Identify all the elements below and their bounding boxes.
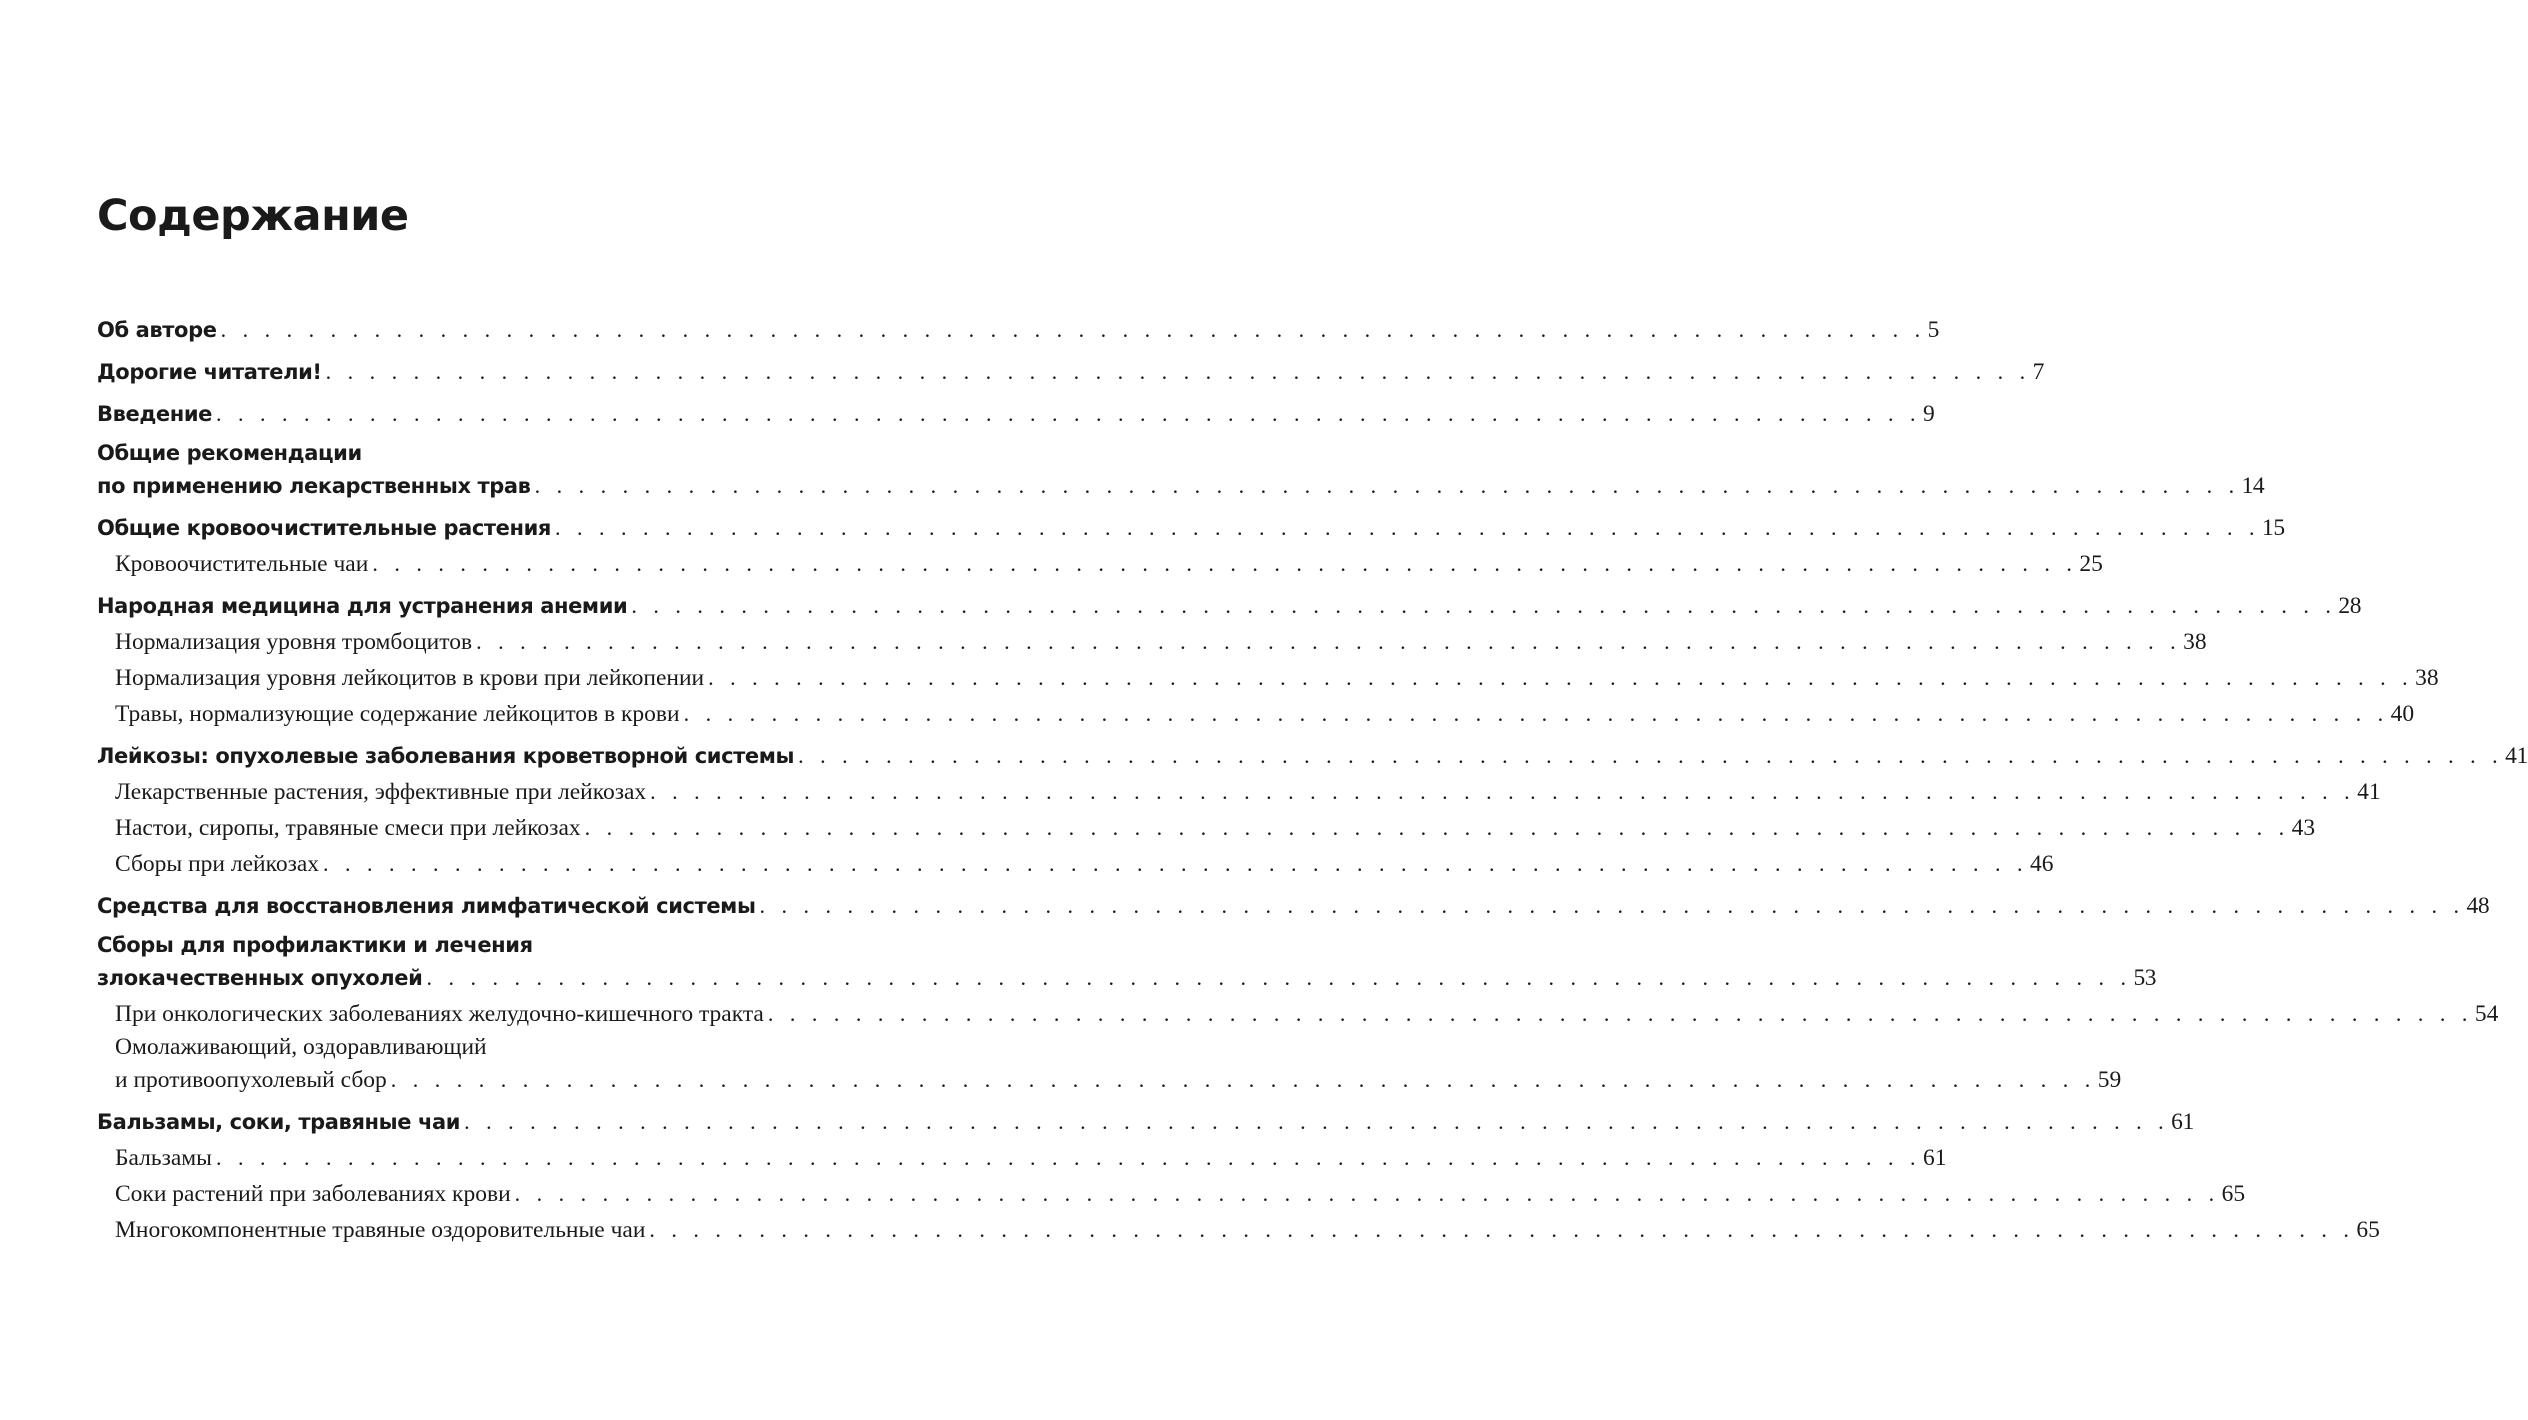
dot-leader: . . . . . . . . . . . . . . . . . . . . . . . . . . . . . . . . . . . . . . . . . . . . . . . . . . . . . . . . . . . . . . . . . . . . . . . . . . . . . . [767, 1001, 2473, 1026]
toc-entry-title: по применению лекарственных трав [97, 474, 531, 498]
toc-entry-title: Травы, нормализующие содержание лейкоцитов в крови [115, 701, 680, 727]
dot-leader: . . . . . . . . . . . . . . . . . . . . . . . . . . . . . . . . . . . . . . . . . . . . . . . . . . . . . . . . . . . . . . . . . . . . . . . . . . . . . . [426, 965, 2132, 990]
toc-entry-title: Общие кровоочистительные растения [97, 516, 552, 540]
toc-page-number: 41 [2357, 779, 2381, 805]
toc-page-number: 54 [2474, 1001, 2499, 1027]
dot-leader: . . . . . . . . . . . . . . . . . . . . . . . . . . . . . . . . . . . . . . . . . . . . . . . . . . . . . . . . . . . . . . . . . . . . . . . . . . . . . . [650, 779, 2356, 804]
toc-chapter[interactable] [97, 930, 2157, 996]
toc-subsection[interactable] [97, 774, 2381, 810]
toc-page-number: 65 [2221, 1181, 2246, 1207]
dot-leader: . . . . . . . . . . . . . . . . . . . . . . . . . . . . . . . . . . . . . . . . . . . . . . . . . . . . . . . . . . . . . . . . . . . . . . . . . . . . . . [514, 1181, 2220, 1206]
dot-leader: . . . . . . . . . . . . . . . . . . . . . . . . . . . . . . . . . . . . . . . . . . . . . . . . . . . . . . . . . . . . . . . . . . . . . . . . . . . . . . [584, 815, 2290, 840]
toc-entry-title: Народная медицина для устранения анемии [97, 594, 628, 618]
toc-page-number: 38 [2415, 665, 2439, 691]
toc-subsection[interactable] [97, 660, 2439, 696]
toc-entry-title: Бальзамы [115, 1145, 212, 1171]
toc-entry-title: Настои, сиропы, травяные смеси при лейкозах [115, 815, 581, 841]
toc-subsection[interactable] [97, 1212, 2380, 1248]
dot-leader: . . . . . . . . . . . . . . . . . . . . . . . . . . . . . . . . . . . . . . . . . . . . . . . . . . . . . . . . . . . . . . . . . . . . . . . . . . . . . . [372, 551, 2078, 576]
dot-leader: . . . . . . . . . . . . . . . . . . . . . . . . . . . . . . . . . . . . . . . . . . . . . . . . . . . . . . . . . . . . . . . . . . . . . . . . . . . . . . [759, 893, 2465, 918]
toc-chapter[interactable] [97, 888, 2490, 924]
toc-page-number: 15 [2262, 515, 2285, 541]
toc-page-number: 59 [2097, 1067, 2122, 1093]
toc-page-number: 48 [2466, 893, 2490, 919]
toc-entry-title: Нормализация уровня тромбоцитов [115, 629, 473, 655]
toc-page-number: 61 [2171, 1109, 2194, 1135]
page-title: Содержание [97, 191, 409, 241]
toc-page-number: 40 [2390, 701, 2415, 727]
dot-leader: . . . . . . . . . . . . . . . . . . . . . . . . . . . . . . . . . . . . . . . . . . . . . . . . . . . . . . . . . . . . . . . . . . . . . . . . . . . . . . [220, 317, 1926, 342]
toc-chapter[interactable] [97, 588, 2362, 624]
toc-subsection[interactable] [97, 1176, 2246, 1212]
toc-entry-title-line: Общие рекомендации [97, 441, 362, 465]
toc-chapter[interactable] [97, 438, 2265, 504]
dot-leader: . . . . . . . . . . . . . . . . . . . . . . . . . . . . . . . . . . . . . . . . . . . . . . . . . . . . . . . . . . . . . . . . . . . . . . . . . . . . . . [534, 473, 2240, 498]
toc-entry-title: Нормализация уровня лейкоцитов в крови при лейкопении [115, 665, 705, 691]
table-of-contents [97, 312, 2528, 1248]
dot-leader: . . . . . . . . . . . . . . . . . . . . . . . . . . . . . . . . . . . . . . . . . . . . . . . . . . . . . . . . . . . . . . . . . . . . . . . . . . . . . . [215, 1145, 1921, 1170]
toc-subsection[interactable] [97, 624, 2207, 660]
toc-page-number: 65 [2356, 1217, 2380, 1243]
dot-leader: . . . . . . . . . . . . . . . . . . . . . . . . . . . . . . . . . . . . . . . . . . . . . . . . . . . . . . . . . . . . . . . . . . . . . . . . . . . . . . [631, 593, 2337, 618]
dot-leader: . . . . . . . . . . . . . . . . . . . . . . . . . . . . . . . . . . . . . . . . . . . . . . . . . . . . . . . . . . . . . . . . . . . . . . . . . . . . . . [708, 665, 2414, 690]
toc-chapter[interactable] [97, 354, 2044, 390]
toc-subsection[interactable] [97, 1032, 2122, 1098]
toc-page-number: 53 [2133, 965, 2157, 991]
toc-page-number: 28 [2338, 593, 2362, 619]
toc-entry-title: Кровоочистительные чаи [115, 551, 369, 577]
toc-entry-title: Дорогие читатели! [97, 360, 322, 384]
toc-entry-title: и противоопухолевый сбор [115, 1067, 387, 1093]
dot-leader: . . . . . . . . . . . . . . . . . . . . . . . . . . . . . . . . . . . . . . . . . . . . . . . . . . . . . . . . . . . . . . . . . . . . . . . . . . . . . . [798, 743, 2504, 768]
dot-leader: . . . . . . . . . . . . . . . . . . . . . . . . . . . . . . . . . . . . . . . . . . . . . . . . . . . . . . . . . . . . . . . . . . . . . . . . . . . . . . [216, 401, 1922, 426]
dot-leader: . . . . . . . . . . . . . . . . . . . . . . . . . . . . . . . . . . . . . . . . . . . . . . . . . . . . . . . . . . . . . . . . . . . . . . . . . . . . . . [476, 629, 2182, 654]
dot-leader: . . . . . . . . . . . . . . . . . . . . . . . . . . . . . . . . . . . . . . . . . . . . . . . . . . . . . . . . . . . . . . . . . . . . . . . . . . . . . . [390, 1067, 2096, 1092]
toc-entry-title: Соки растений при заболеваниях крови [115, 1181, 511, 1207]
dot-leader: . . . . . . . . . . . . . . . . . . . . . . . . . . . . . . . . . . . . . . . . . . . . . . . . . . . . . . . . . . . . . . . . . . . . . . . . . . . . . . [464, 1109, 2170, 1134]
dot-leader: . . . . . . . . . . . . . . . . . . . . . . . . . . . . . . . . . . . . . . . . . . . . . . . . . . . . . . . . . . . . . . . . . . . . . . . . . . . . . . [683, 701, 2389, 726]
toc-entry-title: Лекарственные растения, эффективные при лейкозах [115, 779, 647, 805]
toc-entry-title: Лейкозы: опухолевые заболевания кроветворной системы [97, 744, 795, 768]
toc-page-number: 46 [2030, 851, 2054, 877]
toc-subsection[interactable] [97, 810, 2316, 846]
toc-entry-title: Бальзамы, соки, травяные чаи [97, 1110, 461, 1134]
toc-page-number: 14 [2241, 473, 2265, 499]
toc-entry-title: Об авторе [97, 318, 217, 342]
toc-entry-title: Сборы при лейкозах [115, 851, 320, 877]
toc-subsection[interactable] [97, 696, 2415, 732]
toc-page-number: 38 [2183, 629, 2207, 655]
toc-entry-title: При онкологических заболеваниях желудочно-кишечного тракта [115, 1001, 764, 1027]
toc-entry-title: Многокомпонентные травяные оздоровительные чаи [115, 1217, 646, 1243]
dot-leader: . . . . . . . . . . . . . . . . . . . . . . . . . . . . . . . . . . . . . . . . . . . . . . . . . . . . . . . . . . . . . . . . . . . . . . . . . . . . . . [555, 515, 2261, 540]
toc-page-number: 5 [1927, 317, 1939, 343]
toc-subsection[interactable] [97, 1140, 1947, 1176]
toc-subsection[interactable] [97, 996, 2499, 1032]
toc-chapter[interactable] [97, 312, 1939, 348]
toc-chapter[interactable] [97, 510, 2285, 546]
dot-leader: . . . . . . . . . . . . . . . . . . . . . . . . . . . . . . . . . . . . . . . . . . . . . . . . . . . . . . . . . . . . . . . . . . . . . . . . . . . . . . [323, 851, 2029, 876]
dot-leader: . . . . . . . . . . . . . . . . . . . . . . . . . . . . . . . . . . . . . . . . . . . . . . . . . . . . . . . . . . . . . . . . . . . . . . . . . . . . . . [649, 1217, 2355, 1242]
toc-chapter[interactable] [97, 738, 2528, 774]
toc-page-number: 43 [2291, 815, 2316, 841]
toc-entry-title: Введение [97, 402, 213, 426]
toc-page-number: 25 [2079, 551, 2103, 577]
toc-entry-title-line: Сборы для профилактики и лечения [97, 933, 533, 957]
toc-subsection[interactable] [97, 546, 2103, 582]
toc-entry-title-line: Омолаживающий, оздоравливающий [115, 1034, 487, 1060]
toc-subsection[interactable] [97, 846, 2054, 882]
toc-page-number: 9 [1923, 401, 1935, 427]
toc-page-number: 7 [2032, 359, 2044, 385]
toc-entry-title: Средства для восстановления лимфатической системы [97, 894, 756, 918]
toc-chapter[interactable] [97, 396, 1935, 432]
toc-page-number: 61 [1922, 1145, 1947, 1171]
toc-chapter[interactable] [97, 1104, 2194, 1140]
toc-page-number: 41 [2505, 743, 2528, 769]
dot-leader: . . . . . . . . . . . . . . . . . . . . . . . . . . . . . . . . . . . . . . . . . . . . . . . . . . . . . . . . . . . . . . . . . . . . . . . . . . . . . . [325, 359, 2031, 384]
toc-entry-title: злокачественных опухолей [97, 966, 423, 990]
